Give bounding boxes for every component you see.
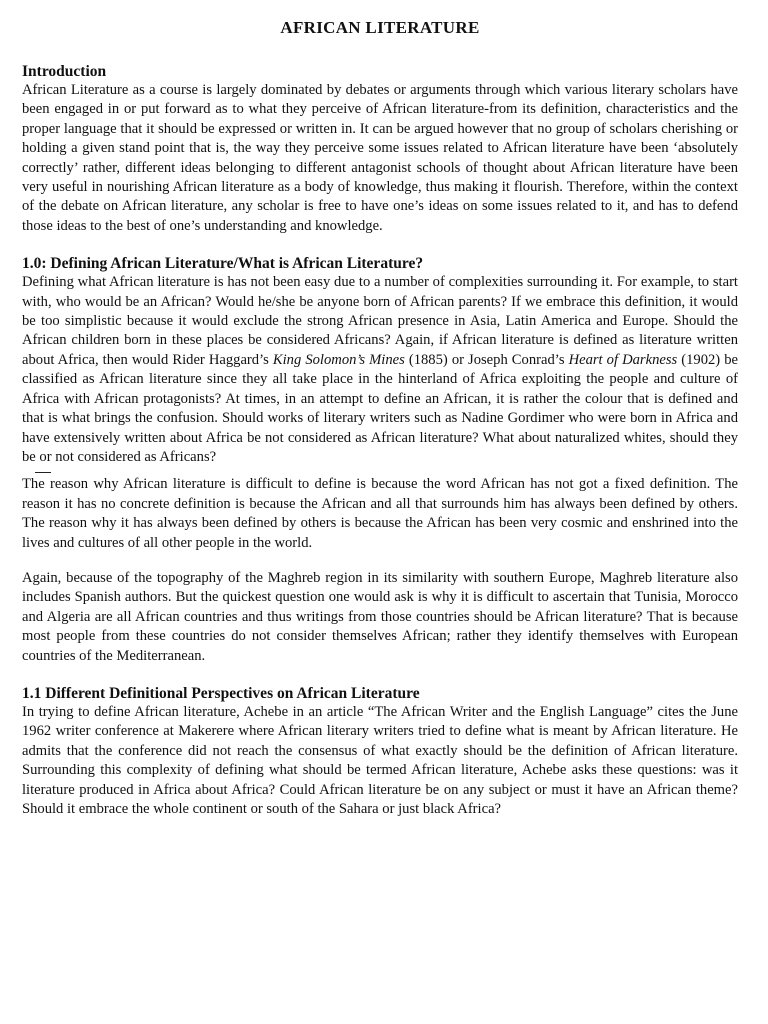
section-1-0-paragraph-1 bbox=[22, 273, 738, 467]
book-title-heart-of-darkness: Heart of Darkness bbox=[568, 351, 678, 368]
book-title-king-solomons-mines: King Solomon’s Mines bbox=[272, 351, 405, 368]
section-1-0-paragraph-3: Again, because of the topography of the Maghreb region in its similarity with southern Europe, Maghreb literature also includes Spanish authors. But the quickest question one would ask is why it is difficult to ascertain that Tunisia, Morocco and Algeria are all African countries and thus writings from those countries should be African literature? That is because most people from these countries do not consider themselves African; rather they identify themselves with European countries of the Mediterranean. bbox=[22, 569, 738, 664]
section-1-1 bbox=[22, 684, 738, 819]
document-title: AFRICAN LITERATURE bbox=[280, 18, 480, 37]
introduction-heading: Introduction bbox=[22, 63, 107, 80]
paragraph-text: Defining what African literature is has not been easy due to a number of complexities surrounding it. For example, to start with, who would be an African? Would he/she be anyone born of African parents? If we embrace this definition, it would be too simplistic because it would exclude the strong African presence in Asia, Latin America and Europe. Should the African children born in these places be considered Africans? Again, if African literature is defined as literature written about Africa, then would Rider Haggard’s bbox=[22, 274, 738, 368]
introduction-section bbox=[22, 62, 738, 236]
section-1-1-paragraph: In trying to define African literature, Achebe in an article “The African Writer and the English Language” cites the June 1962 writer conference at Makerere where African literary writers tried to define what is meant by African literature. He admits that the conference did not reach the consensus of what exactly should be the definition of African literature. Surrounding this complexity of defining what should be termed African literature, Achebe asks these questions: was it literature produced in Africa about Africa? Could African literature be on any subject or must it have an African theme? Should it embrace the whole continent or south of the Sahara or just black Africa? bbox=[22, 703, 738, 817]
section-1-0 bbox=[22, 254, 738, 666]
section-1-0-paragraph-2: The reason why African literature is difficult to define is because the word African has not got a fixed definition. The reason it has no concrete definition is because the African and all that surrounds him has always been defined by others. The reason why it has always been defined by others is because the African has been very cosmic and enshrined into the lives and cultures of all other people in the world. bbox=[22, 476, 738, 551]
paragraph-text: (1902) be classified as African literature since they all take place in the hinterland of Africa exploiting the people and culture of Africa with African protagonists? At times, in an attempt to define an African, it is rather the colour that is defined and that is what brings the confusion. Should works of literary writers such as Nadine Gordimer who were born in Africa and have extensively written about Africa be not considered as African literature? What about naturalized whites, should they be or not considered as Africans? bbox=[22, 351, 738, 465]
short-rule-divider bbox=[35, 472, 51, 473]
section-1-0-heading: 1.0: Defining African Literature/What is African Literature? bbox=[22, 255, 424, 273]
paragraph-text: (1885) or Joseph Conrad’s bbox=[404, 351, 569, 368]
introduction-paragraph: African Literature as a course is largely dominated by debates or arguments through which various literary scholars have been engaged in or put forward as to what they perceive of African literature-from its definition, characteristics and the proper language that it should be expressed or written in. It can be argued however that no group of scholars cherishing or holding a given stand point that is, the way they perceive some issues related to African literature have been ‘absolutely correctly’ rather, different ideas belonging to different antagonist schools of thought about African literature have been very useful in nourishing African literature as a body of knowledge, thus making it flourish. Therefore, within the context of the debate on African literature, any scholar is free to have one’s ideas on some issues related to it, and has to defend those ideas to the best of one’s understanding and knowledge. bbox=[22, 82, 738, 234]
section-1-1-heading: 1.1 Different Definitional Perspectives on African Literature bbox=[22, 684, 420, 702]
